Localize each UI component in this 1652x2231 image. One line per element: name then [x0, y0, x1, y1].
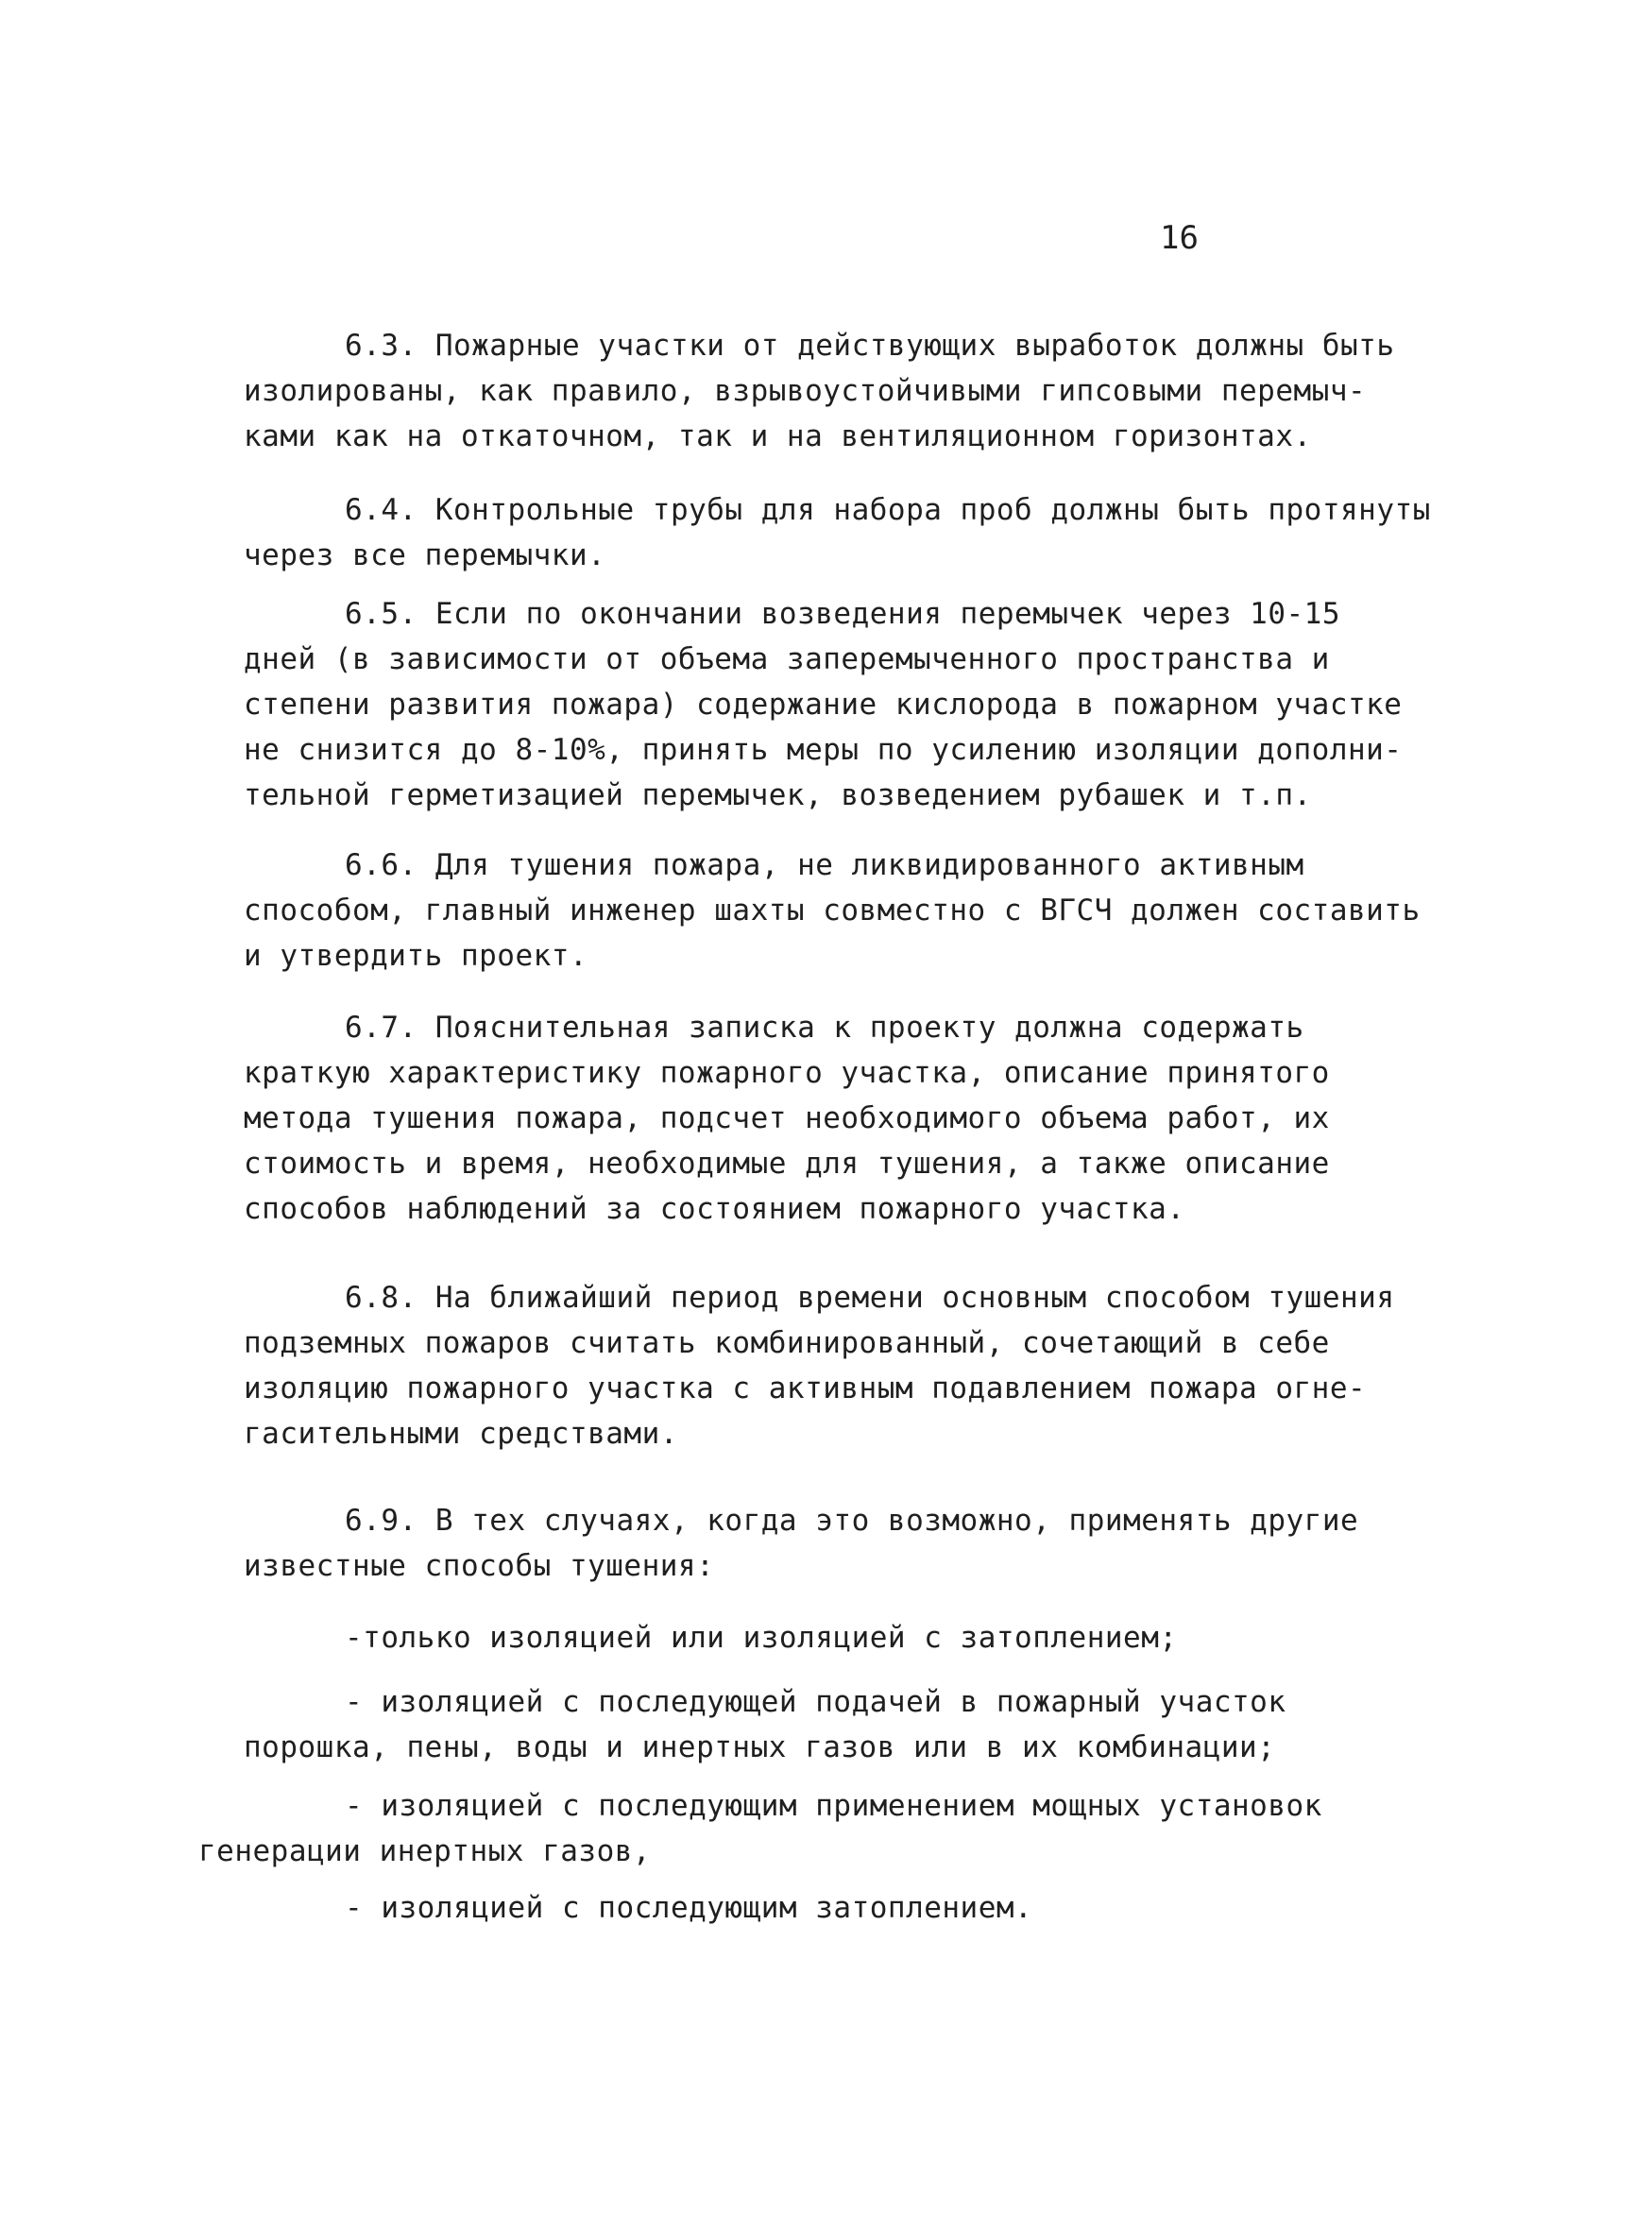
list-item-2-line-1: - изоляцией с последующей подачей в пожарный участок — [345, 1685, 1286, 1719]
para-6-7-line-1: 6.7. Пояснительная записка к проекту должна содержать — [345, 1011, 1304, 1045]
para-6-5-line-5: тельной герметизацией перемычек, возведением рубашек и т.п. — [244, 778, 1312, 812]
para-6-9-line-2: известные способы тушения: — [244, 1549, 715, 1583]
para-6-5-line-2: дней (в зависимости от объема заперемыченного пространства и — [244, 642, 1330, 676]
list-item-2-line-2: порошка, пены, воды и инертных газов или в их комбинации; — [244, 1730, 1276, 1764]
para-6-4-line-1: 6.4. Контрольные трубы для набора проб должны быть протянуты — [345, 493, 1431, 527]
para-6-8-line-2: подземных пожаров считать комбинированный, сочетающий в себе — [244, 1326, 1330, 1360]
para-6-7-line-5: способов наблюдений за состоянием пожарного участка. — [244, 1192, 1185, 1226]
list-item-4-line-1: - изоляцией с последующим затоплением. — [345, 1891, 1033, 1925]
para-6-5-line-4: не снизится до 8-10%, принять меры по усилению изоляции дополни- — [244, 733, 1403, 767]
para-6-3-line-1: 6.3. Пожарные участки от действующих выработок должны быть — [345, 329, 1395, 363]
para-6-3-line-2: изолированы, как правило, взрывоустойчивыми гипсовыми перемыч- — [244, 374, 1367, 408]
para-6-8-line-3: изоляцию пожарного участка с активным подавлением пожара огне- — [244, 1371, 1367, 1405]
list-item-3-line-2: генерации инертных газов, — [198, 1834, 652, 1868]
page-number: 16 — [1160, 219, 1199, 257]
para-6-9-line-1: 6.9. В тех случаях, когда это возможно, применять другие — [345, 1504, 1359, 1538]
para-6-5-line-1: 6.5. Если по окончании возведения перемычек через 10-15 — [345, 597, 1340, 631]
para-6-6-line-2: способом, главный инженер шахты совместно с ВГСЧ должен составить — [244, 894, 1421, 928]
para-6-8-line-1: 6.8. На ближайший период времени основным способом тушения — [345, 1281, 1395, 1315]
para-6-3-line-3: ками как на откаточном, так и на вентиляционном горизонтах. — [244, 419, 1312, 453]
para-6-6-line-3: и утвердить проект. — [244, 939, 588, 973]
para-6-5-line-3: степени развития пожара) содержание кислорода в пожарном участке — [244, 688, 1403, 722]
para-6-7-line-3: метода тушения пожара, подсчет необходимого объема работ, их — [244, 1101, 1330, 1135]
para-6-6-line-1: 6.6. Для тушения пожара, не ликвидированного активным — [345, 848, 1304, 882]
para-6-7-line-2: краткую характеристику пожарного участка, описание принятого — [244, 1056, 1330, 1090]
list-item-1-line-1: -только изоляцией или изоляцией с затоплением; — [345, 1621, 1178, 1655]
para-6-4-line-2: через все перемычки. — [244, 538, 606, 572]
para-6-7-line-4: стоимость и время, необходимые для тушения, а также описание — [244, 1147, 1330, 1181]
list-item-3-line-1: - изоляцией с последующим применением мощных установок — [345, 1789, 1322, 1823]
para-6-8-line-4: гасительными средствами. — [244, 1417, 678, 1451]
